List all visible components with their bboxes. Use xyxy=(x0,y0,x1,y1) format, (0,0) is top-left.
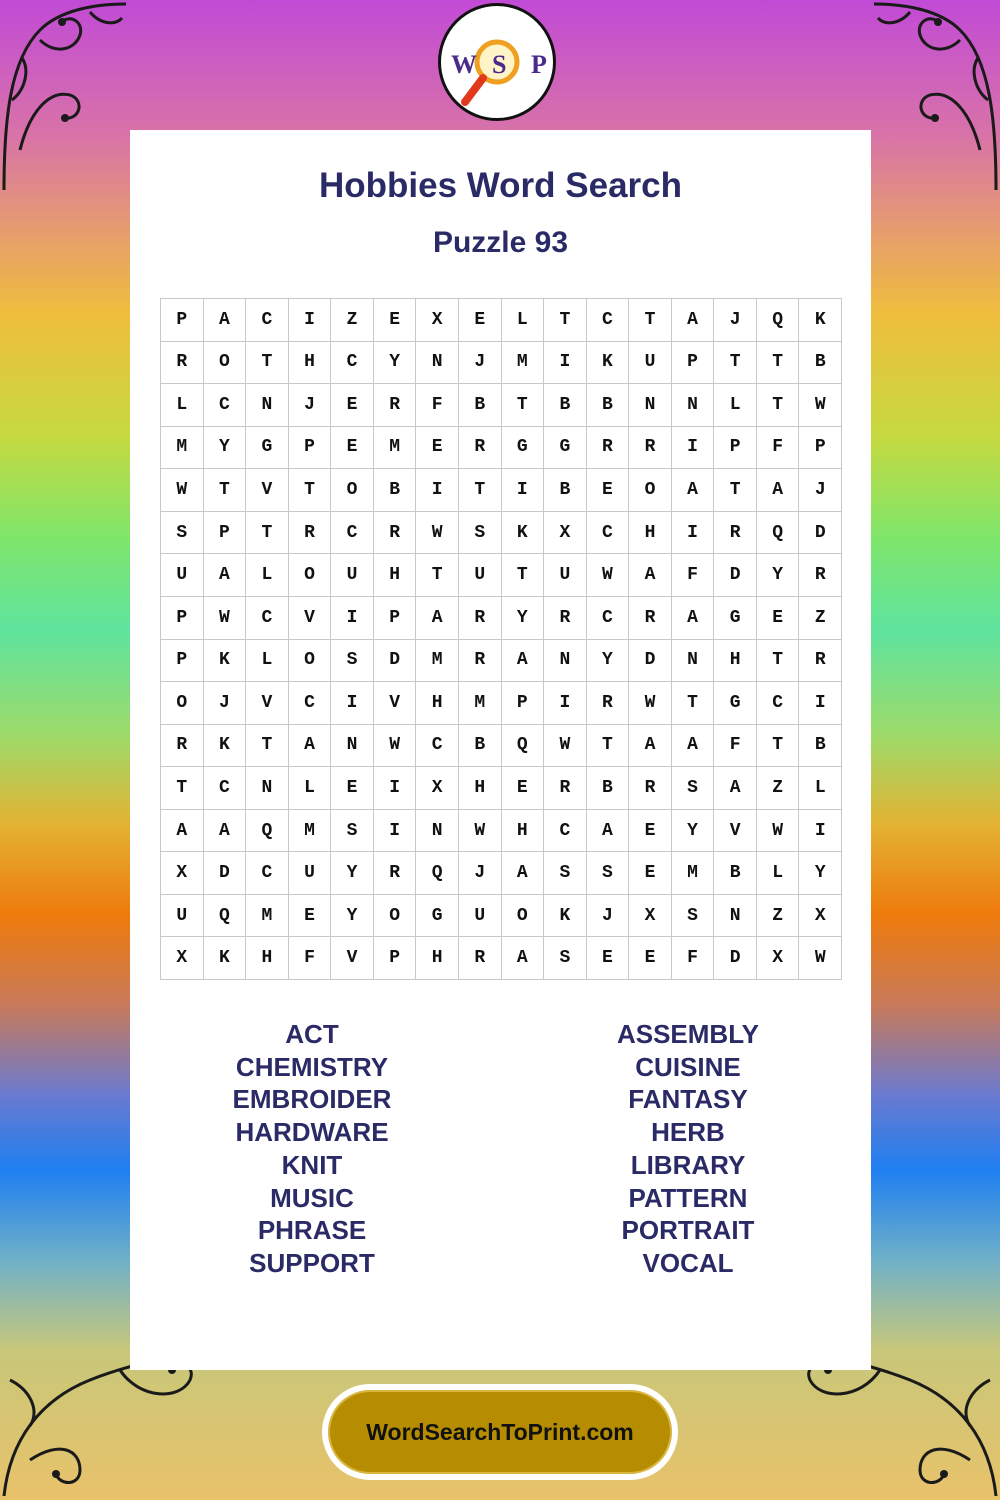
grid-cell[interactable]: P xyxy=(289,427,332,470)
grid-cell[interactable]: H xyxy=(416,682,459,725)
grid-cell[interactable]: N xyxy=(331,725,374,768)
word-item: EMBROIDER xyxy=(232,1084,392,1115)
grid-cell[interactable]: J xyxy=(204,682,247,725)
grid-cell[interactable]: Q xyxy=(502,725,545,768)
grid-cell[interactable]: S xyxy=(672,895,715,938)
word-item: HERB xyxy=(651,1117,725,1148)
grid-cell[interactable]: T xyxy=(246,342,289,385)
grid-cell[interactable]: J xyxy=(459,342,502,385)
grid-cell[interactable]: F xyxy=(714,725,757,768)
grid-cell[interactable]: T xyxy=(416,554,459,597)
grid-cell[interactable]: Q xyxy=(204,895,247,938)
grid-cell[interactable]: P xyxy=(502,682,545,725)
grid-cell[interactable]: A xyxy=(672,597,715,640)
grid-cell[interactable]: R xyxy=(289,512,332,555)
grid-cell[interactable]: R xyxy=(629,597,672,640)
grid-cell[interactable]: H xyxy=(416,937,459,980)
grid-cell[interactable]: V xyxy=(331,937,374,980)
grid-cell[interactable]: A xyxy=(204,299,247,342)
grid-cell[interactable]: G xyxy=(714,682,757,725)
grid-cell[interactable]: M xyxy=(459,682,502,725)
grid-cell[interactable]: T xyxy=(714,342,757,385)
grid-cell[interactable]: K xyxy=(587,342,630,385)
grid-cell[interactable]: R xyxy=(587,682,630,725)
grid-cell[interactable]: W xyxy=(757,810,800,853)
grid-cell[interactable]: I xyxy=(331,682,374,725)
grid-cell[interactable]: B xyxy=(459,384,502,427)
grid-cell[interactable]: N xyxy=(629,384,672,427)
grid-cell[interactable]: A xyxy=(672,299,715,342)
grid-cell[interactable]: B xyxy=(587,767,630,810)
grid-cell[interactable]: D xyxy=(799,512,842,555)
grid-cell[interactable]: O xyxy=(374,895,417,938)
grid-cell[interactable]: A xyxy=(757,469,800,512)
grid-cell[interactable]: G xyxy=(246,427,289,470)
grid-cell[interactable]: Y xyxy=(204,427,247,470)
grid-cell[interactable]: P xyxy=(161,299,204,342)
grid-cell[interactable]: R xyxy=(714,512,757,555)
grid-cell[interactable]: V xyxy=(246,469,289,512)
grid-cell[interactable]: X xyxy=(161,852,204,895)
grid-cell[interactable]: P xyxy=(204,512,247,555)
website-label: WordSearchToPrint.com xyxy=(366,1418,634,1445)
grid-cell[interactable]: R xyxy=(374,512,417,555)
grid-cell[interactable]: R xyxy=(587,427,630,470)
corner-ornament-top-right xyxy=(870,0,1000,200)
word-item: VOCAL xyxy=(642,1247,734,1278)
grid-cell[interactable]: H xyxy=(714,640,757,683)
grid-cell[interactable]: K xyxy=(204,937,247,980)
grid-cell[interactable]: L xyxy=(161,384,204,427)
grid-cell[interactable]: S xyxy=(672,767,715,810)
grid-cell[interactable]: A xyxy=(629,725,672,768)
grid-cell[interactable]: Q xyxy=(757,512,800,555)
grid-cell[interactable]: O xyxy=(289,554,332,597)
grid-cell[interactable]: M xyxy=(374,427,417,470)
grid-cell[interactable]: W xyxy=(629,682,672,725)
word-item: KNIT xyxy=(281,1149,343,1180)
grid-cell[interactable]: X xyxy=(416,299,459,342)
grid-cell[interactable]: B xyxy=(714,852,757,895)
grid-cell[interactable]: L xyxy=(714,384,757,427)
grid-cell[interactable]: D xyxy=(714,554,757,597)
grid-cell[interactable]: W xyxy=(416,512,459,555)
website-button[interactable] xyxy=(322,1384,678,1480)
grid-cell[interactable]: M xyxy=(161,427,204,470)
grid-cell[interactable]: R xyxy=(161,725,204,768)
grid-cell[interactable]: L xyxy=(246,640,289,683)
grid-cell[interactable]: I xyxy=(416,469,459,512)
grid-cell[interactable]: H xyxy=(629,512,672,555)
grid-cell[interactable]: R xyxy=(799,640,842,683)
grid-cell[interactable]: E xyxy=(289,895,332,938)
grid-cell[interactable]: W xyxy=(161,469,204,512)
grid-cell[interactable]: D xyxy=(714,937,757,980)
letter-grid xyxy=(160,298,842,980)
grid-cell[interactable]: Y xyxy=(374,342,417,385)
grid-cell[interactable]: F xyxy=(289,937,332,980)
grid-cell[interactable]: O xyxy=(629,469,672,512)
grid-cell[interactable]: K xyxy=(204,640,247,683)
grid-cell[interactable]: C xyxy=(204,767,247,810)
grid-cell[interactable]: B xyxy=(459,725,502,768)
corner-ornament-top-left xyxy=(0,0,130,200)
grid-cell[interactable]: P xyxy=(714,427,757,470)
grid-cell[interactable]: H xyxy=(289,342,332,385)
grid-cell[interactable]: N xyxy=(672,384,715,427)
grid-cell[interactable]: T xyxy=(544,299,587,342)
grid-cell[interactable]: F xyxy=(757,427,800,470)
grid-cell[interactable]: M xyxy=(502,342,545,385)
grid-cell[interactable]: E xyxy=(416,427,459,470)
grid-cell[interactable]: U xyxy=(331,554,374,597)
grid-cell[interactable]: U xyxy=(459,895,502,938)
grid-cell[interactable]: R xyxy=(459,597,502,640)
grid-cell[interactable]: C xyxy=(587,597,630,640)
grid-cell[interactable]: W xyxy=(459,810,502,853)
grid-cell[interactable]: T xyxy=(757,342,800,385)
grid-cell[interactable]: U xyxy=(289,852,332,895)
grid-cell[interactable]: Y xyxy=(587,640,630,683)
grid-cell[interactable]: F xyxy=(672,554,715,597)
grid-cell[interactable]: Y xyxy=(331,895,374,938)
grid-cell[interactable]: J xyxy=(289,384,332,427)
grid-cell[interactable]: I xyxy=(289,299,332,342)
grid-cell[interactable]: I xyxy=(672,512,715,555)
grid-cell[interactable]: E xyxy=(331,384,374,427)
grid-cell[interactable]: N xyxy=(544,640,587,683)
grid-cell[interactable]: C xyxy=(416,725,459,768)
grid-cell[interactable]: R xyxy=(374,384,417,427)
logo-letter-p: P xyxy=(531,50,547,79)
grid-cell[interactable]: E xyxy=(629,810,672,853)
grid-cell[interactable]: R xyxy=(161,342,204,385)
grid-cell[interactable]: P xyxy=(161,640,204,683)
grid-cell[interactable]: V xyxy=(374,682,417,725)
grid-cell[interactable]: Z xyxy=(757,895,800,938)
grid-cell[interactable]: X xyxy=(161,937,204,980)
grid-cell[interactable]: P xyxy=(374,597,417,640)
grid-cell[interactable]: H xyxy=(502,810,545,853)
grid-cell[interactable]: C xyxy=(587,512,630,555)
grid-cell[interactable]: T xyxy=(246,725,289,768)
grid-cell[interactable]: P xyxy=(161,597,204,640)
grid-cell[interactable]: T xyxy=(246,512,289,555)
grid-cell[interactable]: R xyxy=(544,767,587,810)
page-title: Hobbies Word Search xyxy=(318,166,683,205)
grid-cell[interactable]: T xyxy=(587,725,630,768)
grid-cell[interactable]: E xyxy=(331,427,374,470)
grid-cell[interactable]: H xyxy=(459,767,502,810)
grid-cell[interactable]: R xyxy=(629,427,672,470)
grid-cell[interactable]: A xyxy=(714,767,757,810)
grid-cell[interactable]: B xyxy=(374,469,417,512)
grid-cell[interactable]: W xyxy=(799,937,842,980)
grid-cell[interactable]: T xyxy=(629,299,672,342)
grid-cell[interactable]: K xyxy=(502,512,545,555)
grid-cell[interactable]: T xyxy=(502,554,545,597)
word-item: MUSIC xyxy=(270,1182,354,1213)
grid-cell[interactable]: V xyxy=(289,597,332,640)
word-item: PHRASE xyxy=(257,1215,367,1246)
grid-cell[interactable]: S xyxy=(587,852,630,895)
grid-cell[interactable]: M xyxy=(672,852,715,895)
grid-cell[interactable]: E xyxy=(587,937,630,980)
grid-cell[interactable]: Y xyxy=(502,597,545,640)
grid-cell[interactable]: E xyxy=(502,767,545,810)
grid-cell[interactable]: C xyxy=(757,682,800,725)
grid-cell[interactable]: L xyxy=(799,767,842,810)
grid-cell[interactable]: H xyxy=(246,937,289,980)
grid-cell[interactable]: J xyxy=(459,852,502,895)
grid-cell[interactable]: S xyxy=(161,512,204,555)
grid-cell[interactable]: M xyxy=(289,810,332,853)
grid-cell[interactable]: J xyxy=(587,895,630,938)
grid-cell[interactable]: U xyxy=(161,554,204,597)
grid-cell[interactable]: T xyxy=(204,469,247,512)
grid-cell[interactable]: O xyxy=(204,342,247,385)
grid-cell[interactable]: Y xyxy=(331,852,374,895)
grid-cell[interactable]: L xyxy=(246,554,289,597)
grid-cell[interactable]: T xyxy=(757,640,800,683)
grid-cell[interactable]: U xyxy=(161,895,204,938)
grid-cell[interactable]: I xyxy=(544,682,587,725)
grid-cell[interactable]: L xyxy=(502,299,545,342)
grid-cell[interactable]: R xyxy=(799,554,842,597)
grid-cell[interactable]: P xyxy=(374,937,417,980)
word-item: ACT xyxy=(285,1019,339,1049)
grid-cell[interactable]: E xyxy=(459,299,502,342)
grid-cell[interactable]: P xyxy=(799,427,842,470)
grid-cell[interactable]: A xyxy=(502,937,545,980)
word-item: SUPPORT xyxy=(249,1247,375,1278)
grid-cell[interactable]: Q xyxy=(246,810,289,853)
grid-cell[interactable]: T xyxy=(714,469,757,512)
grid-cell[interactable]: I xyxy=(502,469,545,512)
grid-cell[interactable]: G xyxy=(544,427,587,470)
grid-cell[interactable]: A xyxy=(672,725,715,768)
grid-cell[interactable]: F xyxy=(416,384,459,427)
grid-cell[interactable]: E xyxy=(331,767,374,810)
grid-cell[interactable]: I xyxy=(374,810,417,853)
grid-cell[interactable]: I xyxy=(672,427,715,470)
grid-cell[interactable]: O xyxy=(161,682,204,725)
grid-cell[interactable]: D xyxy=(374,640,417,683)
word-item: LIBRARY xyxy=(630,1149,746,1180)
grid-cell[interactable]: X xyxy=(799,895,842,938)
grid-cell[interactable]: N xyxy=(714,895,757,938)
word-item: FANTASY xyxy=(628,1084,748,1115)
grid-cell[interactable]: R xyxy=(544,597,587,640)
grid-cell[interactable]: Z xyxy=(757,767,800,810)
grid-cell[interactable]: Z xyxy=(331,299,374,342)
grid-cell[interactable]: I xyxy=(544,342,587,385)
grid-cell[interactable]: T xyxy=(289,469,332,512)
grid-cell[interactable]: W xyxy=(204,597,247,640)
grid-cell[interactable]: C xyxy=(246,852,289,895)
grid-cell[interactable]: K xyxy=(544,895,587,938)
grid-cell[interactable]: A xyxy=(502,640,545,683)
grid-cell[interactable]: S xyxy=(331,810,374,853)
grid-cell[interactable]: O xyxy=(502,895,545,938)
grid-cell[interactable]: C xyxy=(246,299,289,342)
grid-cell[interactable]: T xyxy=(502,384,545,427)
grid-cell[interactable]: Y xyxy=(757,554,800,597)
grid-cell[interactable]: U xyxy=(544,554,587,597)
grid-cell[interactable]: N xyxy=(672,640,715,683)
grid-cell[interactable]: W xyxy=(587,554,630,597)
grid-cell[interactable]: D xyxy=(204,852,247,895)
grid-cell[interactable]: E xyxy=(629,937,672,980)
grid-cell[interactable]: L xyxy=(289,767,332,810)
grid-cell[interactable]: A xyxy=(161,810,204,853)
grid-cell[interactable]: C xyxy=(289,682,332,725)
grid-cell[interactable]: V xyxy=(246,682,289,725)
grid-cell[interactable]: A xyxy=(416,597,459,640)
grid-cell[interactable]: S xyxy=(331,640,374,683)
word-item: PORTRAIT xyxy=(621,1215,755,1246)
grid-cell[interactable]: E xyxy=(587,469,630,512)
grid-cell[interactable]: U xyxy=(459,554,502,597)
grid-cell[interactable]: J xyxy=(799,469,842,512)
grid-cell[interactable]: I xyxy=(799,810,842,853)
word-item: CUISINE xyxy=(635,1051,741,1082)
grid-cell[interactable]: T xyxy=(459,469,502,512)
grid-cell[interactable]: X xyxy=(416,767,459,810)
grid-cell[interactable]: G xyxy=(714,597,757,640)
grid-cell[interactable]: N xyxy=(416,810,459,853)
grid-cell[interactable]: W xyxy=(544,725,587,768)
grid-cell[interactable]: B xyxy=(587,384,630,427)
grid-cell[interactable]: Q xyxy=(416,852,459,895)
grid-cell[interactable]: W xyxy=(799,384,842,427)
grid-cell[interactable]: T xyxy=(757,384,800,427)
grid-cell[interactable]: E xyxy=(757,597,800,640)
grid-cell[interactable]: R xyxy=(459,937,502,980)
word-item: ASSEMBLY xyxy=(616,1019,760,1049)
grid-cell[interactable]: A xyxy=(204,810,247,853)
grid-cell[interactable]: S xyxy=(544,852,587,895)
grid-cell[interactable]: E xyxy=(374,299,417,342)
grid-cell[interactable]: R xyxy=(374,852,417,895)
grid-cell[interactable]: G xyxy=(416,895,459,938)
grid-cell[interactable]: A xyxy=(289,725,332,768)
grid-cell[interactable]: V xyxy=(714,810,757,853)
word-item: PATTERN xyxy=(628,1182,748,1213)
grid-cell[interactable]: X xyxy=(629,895,672,938)
grid-cell[interactable]: N xyxy=(416,342,459,385)
grid-cell[interactable]: D xyxy=(629,640,672,683)
word-item: HARDWARE xyxy=(235,1117,389,1148)
grid-cell[interactable]: J xyxy=(714,299,757,342)
grid-cell[interactable]: Q xyxy=(757,299,800,342)
word-list-right xyxy=(538,1018,838,1280)
word-item: CHEMISTRY xyxy=(235,1051,389,1082)
grid-cell[interactable]: M xyxy=(416,640,459,683)
grid-cell[interactable]: B xyxy=(799,342,842,385)
grid-cell[interactable]: A xyxy=(502,852,545,895)
grid-cell[interactable]: X xyxy=(544,512,587,555)
grid-cell[interactable]: R xyxy=(629,767,672,810)
grid-cell[interactable]: X xyxy=(757,937,800,980)
grid-cell[interactable]: W xyxy=(374,725,417,768)
grid-cell[interactable]: Z xyxy=(799,597,842,640)
grid-cell[interactable]: G xyxy=(502,427,545,470)
logo-letter-w: W xyxy=(451,50,477,79)
grid-cell[interactable]: C xyxy=(544,810,587,853)
grid-cell[interactable]: B xyxy=(544,384,587,427)
grid-cell[interactable]: P xyxy=(672,342,715,385)
grid-cell[interactable]: R xyxy=(459,640,502,683)
word-list-left xyxy=(162,1018,462,1280)
grid-cell[interactable]: I xyxy=(331,597,374,640)
grid-cell[interactable]: C xyxy=(331,512,374,555)
grid-cell[interactable]: C xyxy=(204,384,247,427)
puzzle-number: Puzzle 93 xyxy=(432,226,569,259)
grid-cell[interactable]: Y xyxy=(672,810,715,853)
grid-cell[interactable]: E xyxy=(629,852,672,895)
grid-cell[interactable]: T xyxy=(672,682,715,725)
grid-cell[interactable]: A xyxy=(587,810,630,853)
grid-cell[interactable]: S xyxy=(459,512,502,555)
grid-cell[interactable]: I xyxy=(799,682,842,725)
grid-cell[interactable]: A xyxy=(672,469,715,512)
grid-cell[interactable]: F xyxy=(672,937,715,980)
grid-cell[interactable]: B xyxy=(799,725,842,768)
grid-cell[interactable]: U xyxy=(629,342,672,385)
grid-cell[interactable]: R xyxy=(459,427,502,470)
grid-cell[interactable]: C xyxy=(246,597,289,640)
grid-cell[interactable]: A xyxy=(629,554,672,597)
logo[interactable] xyxy=(438,3,556,121)
grid-cell[interactable]: M xyxy=(246,895,289,938)
grid-cell[interactable]: N xyxy=(246,767,289,810)
grid-cell[interactable]: L xyxy=(757,852,800,895)
logo-letter-s: S xyxy=(492,50,507,79)
grid-cell[interactable]: A xyxy=(204,554,247,597)
grid-cell[interactable]: O xyxy=(331,469,374,512)
grid-cell[interactable]: S xyxy=(544,937,587,980)
grid-cell[interactable]: N xyxy=(246,384,289,427)
grid-cell[interactable]: T xyxy=(757,725,800,768)
grid-cell[interactable]: B xyxy=(544,469,587,512)
grid-cell[interactable]: C xyxy=(587,299,630,342)
puzzle-sheet xyxy=(130,130,871,1370)
grid-cell[interactable]: T xyxy=(161,767,204,810)
grid-cell[interactable]: K xyxy=(799,299,842,342)
grid-cell[interactable]: C xyxy=(331,342,374,385)
grid-cell[interactable]: Y xyxy=(799,852,842,895)
grid-cell[interactable]: H xyxy=(374,554,417,597)
grid-cell[interactable]: O xyxy=(289,640,332,683)
grid-cell[interactable]: I xyxy=(374,767,417,810)
grid-cell[interactable]: K xyxy=(204,725,247,768)
